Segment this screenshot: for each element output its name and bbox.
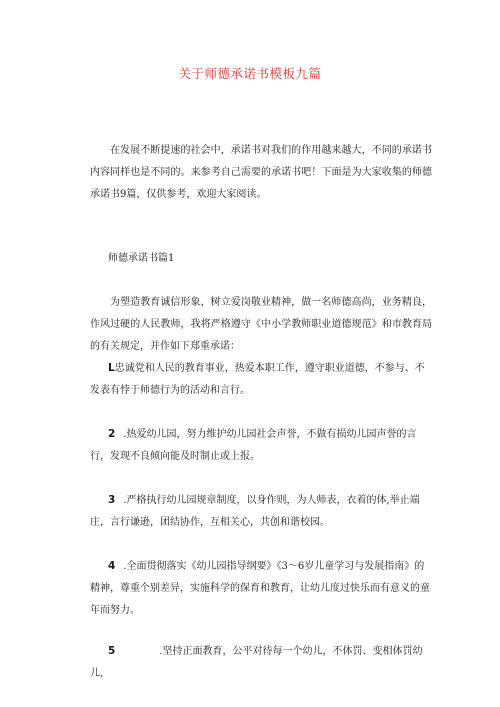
list-item-number: 3 [108,494,116,506]
list-item [90,555,432,622]
list-item-text: .坚持正面教育，公平对待每一个幼儿，不体罚、变相体罚幼儿, [90,646,423,679]
list-item-text: .全面贯彻落实《幼儿园指导纲要》《3〜6岁儿童学习与发展指南》的精神，尊重个别差异，实施科学的保育和教育，让幼儿度过快乐而有意义的童年而努力。 [90,561,430,616]
list-item-text: 忠诚党和人民的教育事业，热爱本职工作，遵守职业道德，不参与、不发表有悖于师德行为的活动和言行。 [90,363,425,396]
list-item-number: L [108,362,115,374]
section-intro-paragraph: 为塑造教育诚信形象，树立爱岗敬业精神，做一名师德高尚，业务精良，作风过硬的人民教师，我将严格遵守《中小学教师职业道德规范》和市教育局的有关规定，并作如下郑重承诺： [90,297,432,352]
section-heading: 师德承诺书篇1 [108,253,175,264]
list-item-number: 4 [108,560,116,572]
list-item [90,357,432,402]
list-item [90,423,432,468]
list-item-number: 2 [108,428,116,440]
list-item [90,640,432,685]
list-item-text: .严格执行幼儿园规章制度，以身作则，为人师表，衣着的体,举止端庄，言行谦逊，团结协作，互相关心，共创和谐校园。 [90,495,420,528]
list-item-text: .热爱幼儿园，努力维护幼儿园社会声誉，不做有损幼儿园声誉的言行，发现不良倾向能及时制止或上报。 [90,429,417,462]
document-title: 关于师德承诺书模板九篇 [178,66,322,81]
intro-paragraph: 在发展不断提速的社会中，承诺书对我们的作用越来越大，不同的承诺书内容同样也是不同的。来参考自己需要的承诺书吧！下面是为大家收集的师德承诺书9篇，仅供参考，欢迎大家阅读。 [90,145,432,200]
list-item [90,489,432,534]
list-item-number: 5 [108,645,116,657]
